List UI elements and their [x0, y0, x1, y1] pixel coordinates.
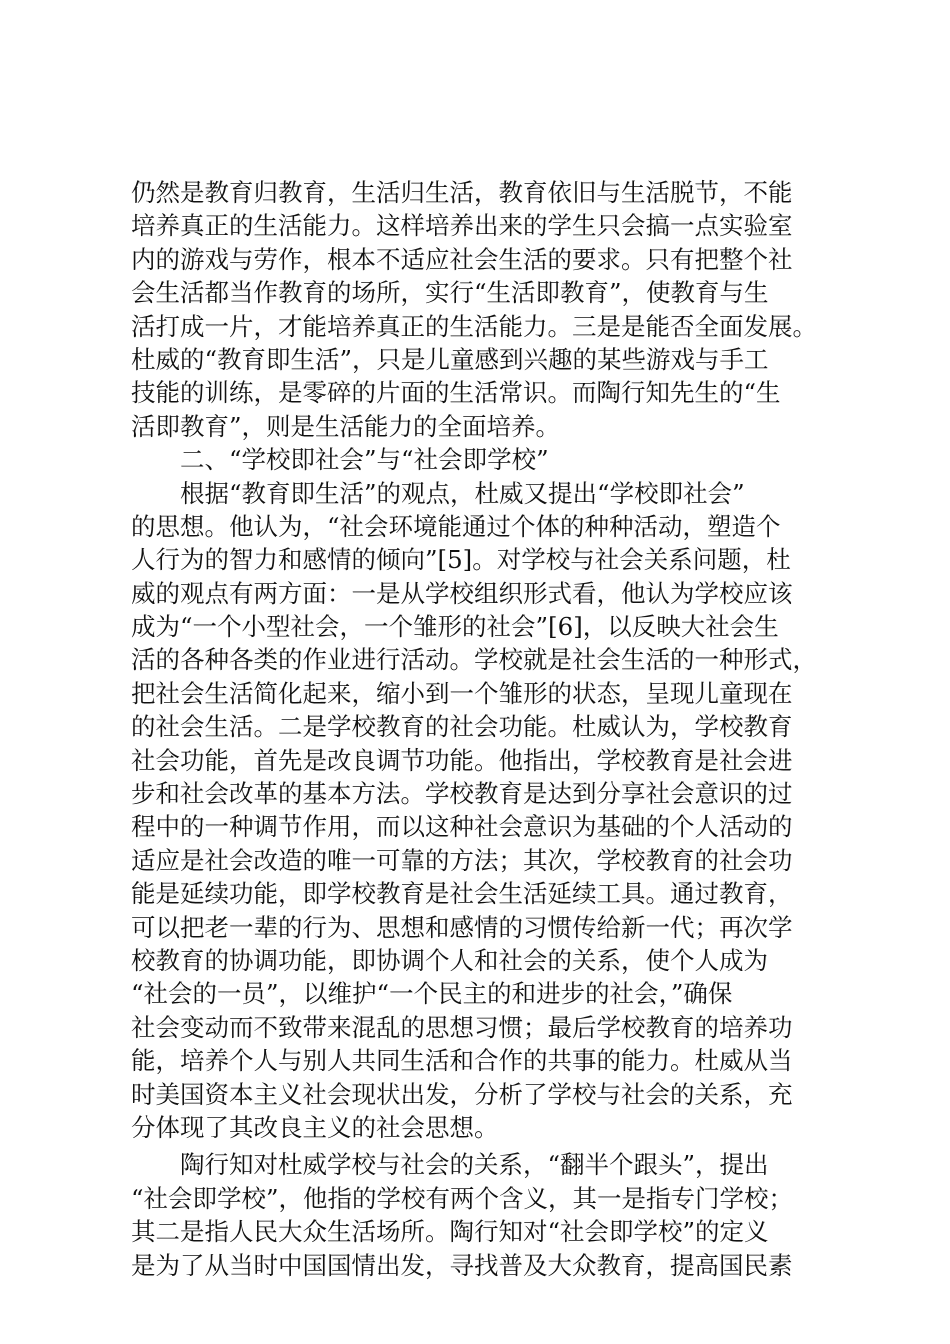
text-line: 把社会生活简化起来，缩小到一个雏形的状态，呈现儿童现在	[131, 678, 793, 708]
text-line: 能是延续功能，即学校教育是社会生活延续工具。通过教育，	[131, 879, 793, 909]
text-line: 的思想。他认为，“社会环境能通过个体的种种活动，塑造个	[131, 511, 781, 541]
text-line: 威的观点有两方面：一是从学校组织形式看，他认为学校应该	[131, 578, 793, 608]
text-line: 是为了从当时中国国情出发，寻找普及大众教育，提高国民素	[131, 1250, 793, 1280]
text-line: 分体现了其改良主义的社会思想。	[131, 1112, 499, 1142]
text-line: 社会变动而不致带来混乱的思想习惯；最后学校教育的培养功	[131, 1012, 793, 1042]
text-line: 社会功能，首先是改良调节功能。他指出，学校教育是社会进	[131, 745, 793, 775]
text-line: 成为“一个小型社会，一个雏形的社会”[6]，以反映大社会生	[131, 612, 779, 642]
text-line: 时美国资本主义社会现状出发，分析了学校与社会的关系，充	[131, 1079, 793, 1109]
section-heading: 二、“学校即社会”与“社会即学校”	[180, 445, 549, 475]
text-line: 活打成一片，才能培养真正的生活能力。三是是能否全面发展。	[131, 311, 817, 341]
text-line: “社会的一员”，以维护“一个民主的和进步的社会，”确保	[131, 979, 733, 1009]
text-line: 能，培养个人与别人共同生活和合作的共事的能力。杜威从当	[131, 1046, 793, 1076]
text-line: “社会即学校”，他指的学校有两个含义，其一是指专门学校；	[131, 1183, 794, 1213]
text-line: 程中的一种调节作用，而以这种社会意识为基础的个人活动的	[131, 812, 793, 842]
paragraph-first-line: 陶行知对杜威学校与社会的关系，“翻半个跟头”，提出	[180, 1150, 769, 1180]
text-line: 杜威的“教育即生活”，只是儿童感到兴趣的某些游戏与手工	[131, 344, 769, 374]
text-line: 人行为的智力和感情的倾向”[5]。对学校与社会关系问题，杜	[131, 545, 791, 575]
text-line: 活的各种各类的作业进行活动。学校就是社会生活的一种形式，	[131, 645, 817, 675]
text-line: 可以把老一辈的行为、思想和感情的习惯传给新一代；再次学	[131, 912, 793, 942]
text-line: 技能的训练，是零碎的片面的生活常识。而陶行知先生的“生	[131, 378, 781, 408]
text-line: 的社会生活。二是学校教育的社会功能。杜威认为，学校教育	[131, 712, 793, 742]
text-line: 培养真正的生活能力。这样培养出来的学生只会搞一点实验室	[131, 211, 793, 241]
text-line: 适应是社会改造的唯一可靠的方法；其次，学校教育的社会功	[131, 845, 793, 875]
text-line: 步和社会改革的基本方法。学校教育是达到分享社会意识的过	[131, 779, 793, 809]
text-line: 其二是指人民大众生活场所。陶行知对“社会即学校”的定义	[131, 1217, 769, 1247]
text-line: 活即教育”，则是生活能力的全面培养。	[131, 411, 561, 441]
text-line: 校教育的协调功能，即协调个人和社会的关系，使个人成为	[131, 945, 768, 975]
text-line: 会生活都当作教育的场所，实行“生活即教育”，使教育与生	[131, 278, 769, 308]
body-text	[131, 176, 851, 1282]
paragraph-first-line: 根据“教育即生活”的观点，杜威又提出“学校即社会”	[180, 478, 745, 508]
text-line: 仍然是教育归教育，生活归生活，教育依旧与生活脱节，不能	[131, 178, 793, 207]
text-line: 内的游戏与劳作，根本不适应社会生活的要求。只有把整个社	[131, 244, 793, 274]
